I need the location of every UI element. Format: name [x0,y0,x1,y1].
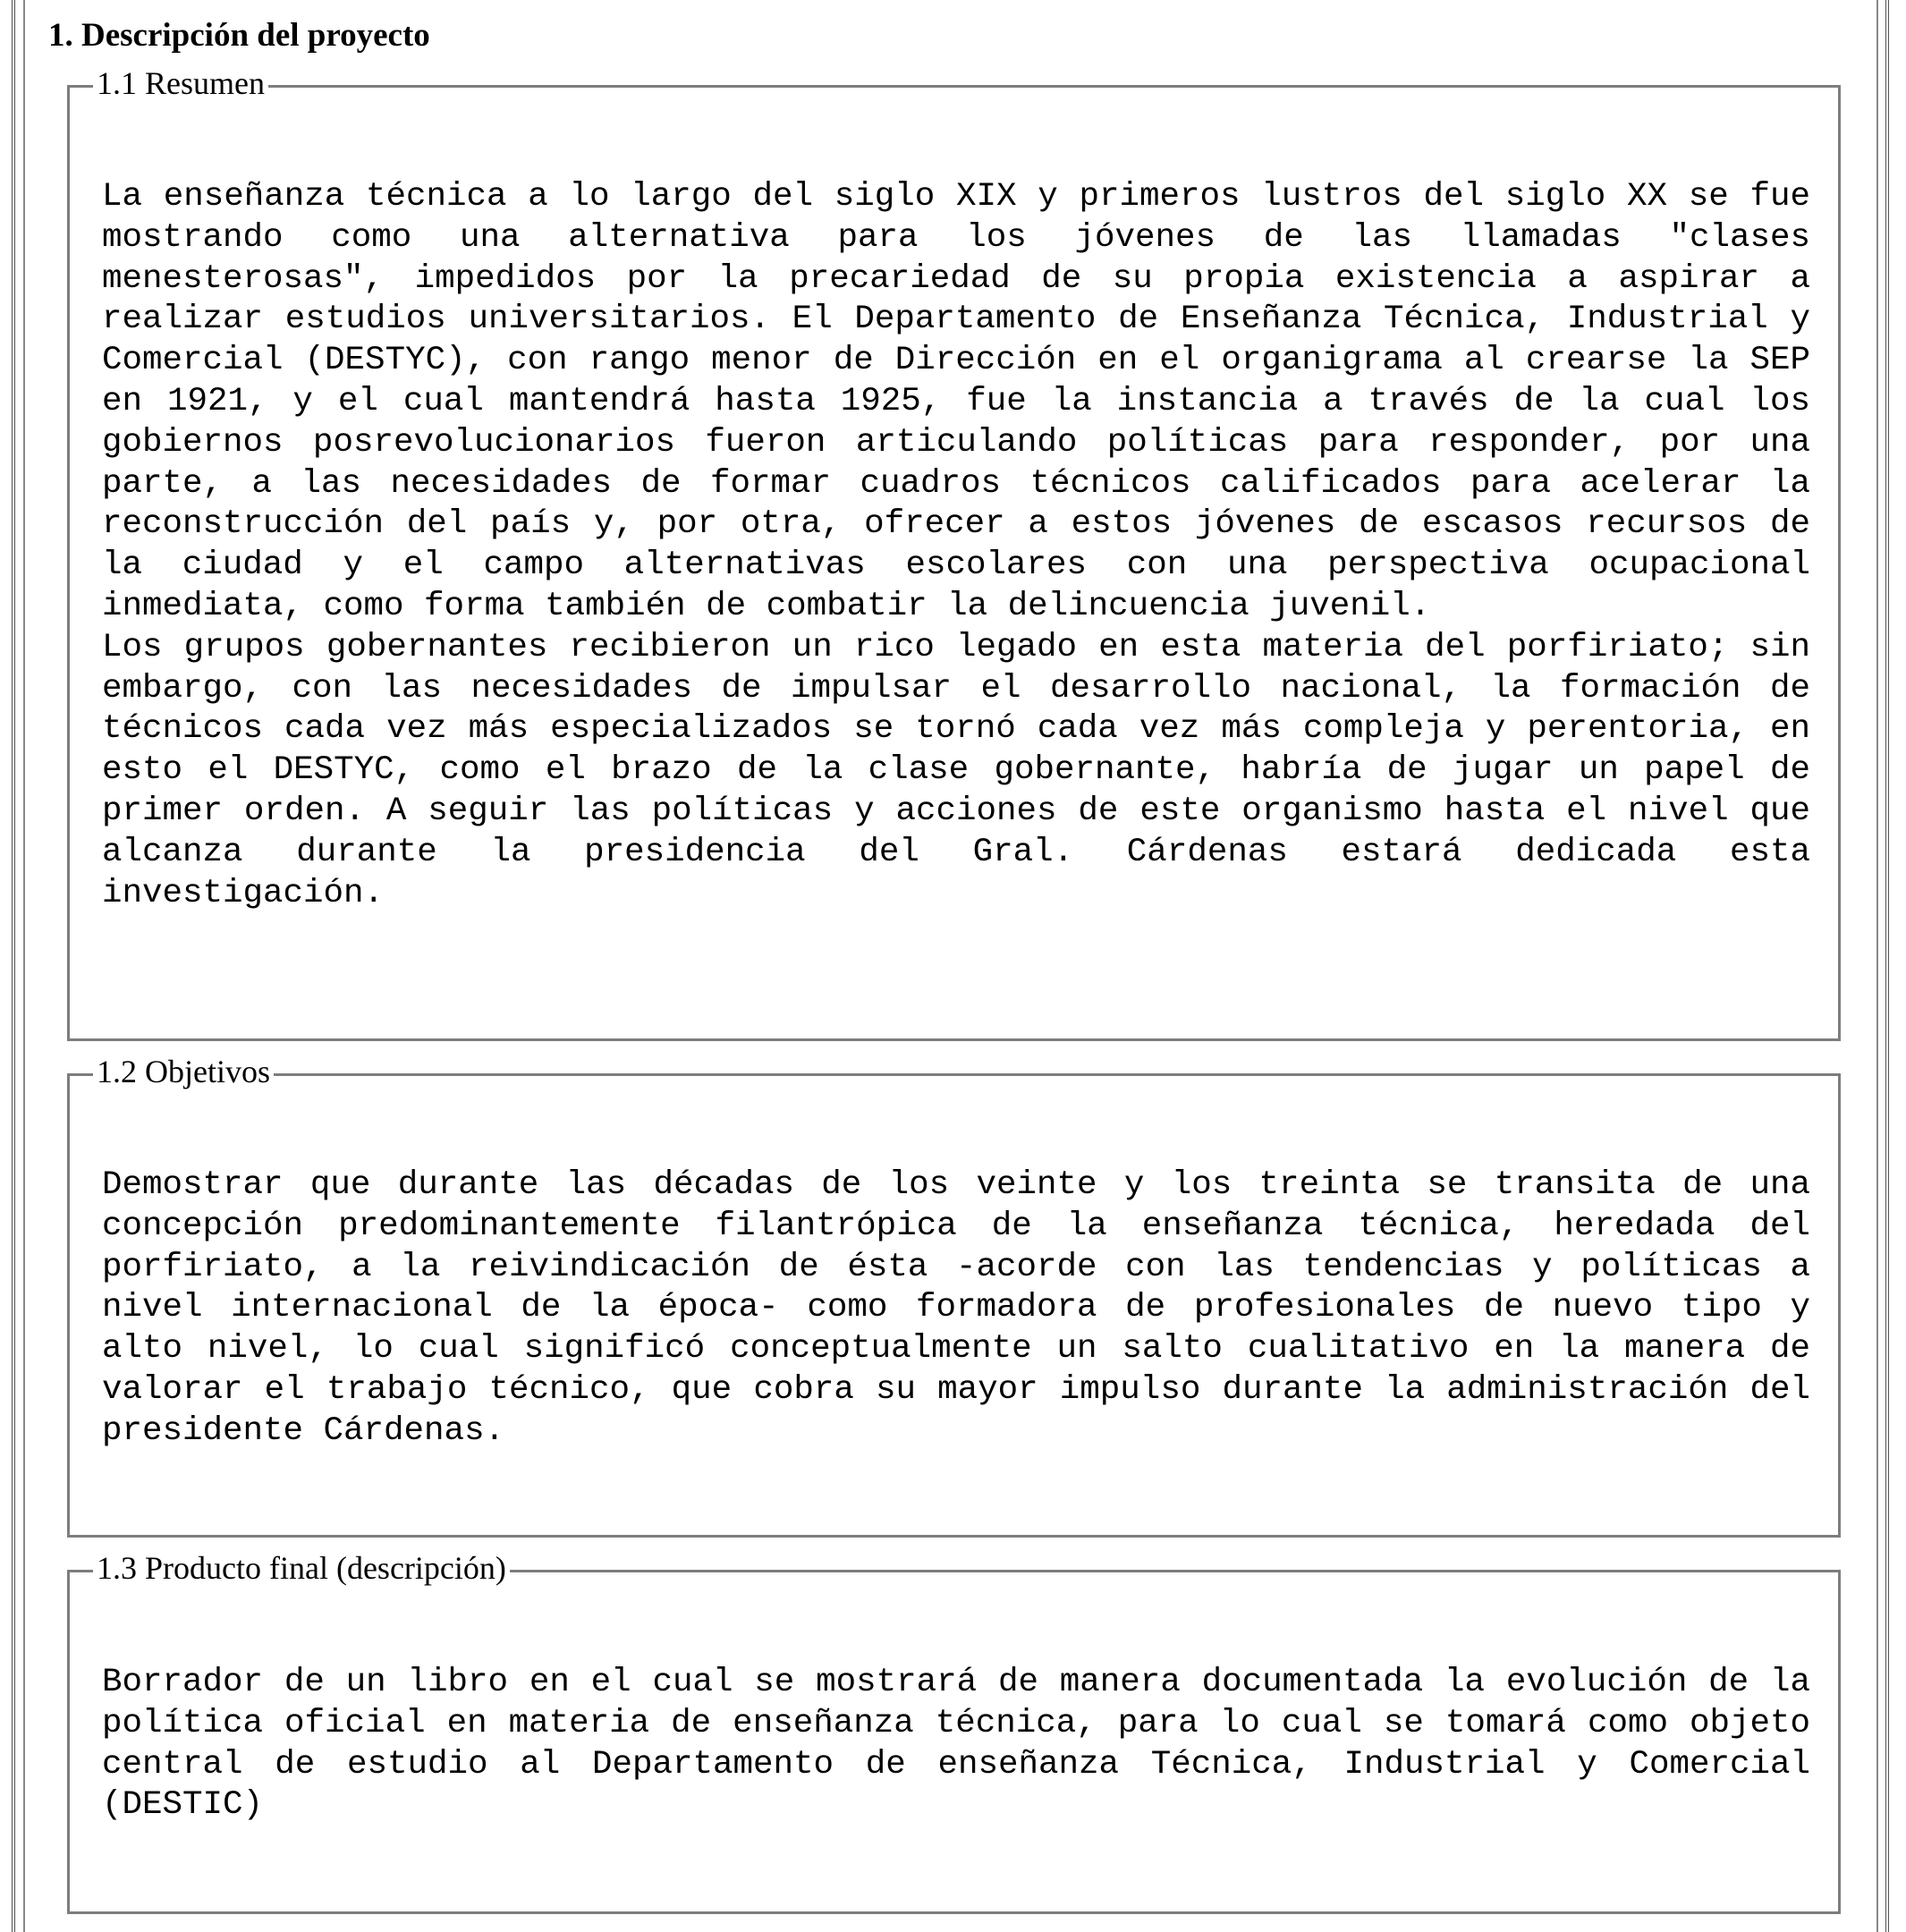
objetivos-paragraph: Demostrar que durante las décadas de los veinte y los treinta se transita de una concepción predominantemente filantrópica de la enseñanza técnica, heredada del porfiriato, a la reivindicación de ésta -acorde con las tendencias y políticas a nivel internacional de la época- como formadora de profesionales de nuevo tipo y alto nivel, lo cual significó conceptualmente un salto cualitativo en la manera de valorar el trabajo técnico, que cobra su mayor impulso durante la administración del presidente Cárdenas. [102,1166,1810,1450]
producto-paragraph: Borrador de un libro en el cual se mostrará de manera documentada la evolución de la política oficial en materia de enseñanza técnica, para lo cual se tomará como objeto central de estudio al Departamento de enseñanza Técnica, Industrial y Comercial (DESTIC) [102,1664,1810,1825]
producto-text [102,1663,1810,1826]
objetivos-legend: 1.2 Objetivos [93,1049,274,1094]
resumen-paragraph: Los grupos gobernantes recibieron un rico legado en esta materia del porfiriato; sin embargo, con las necesidades de impulsar el desarrollo nacional, la formación de técnicos cada vez más especializados se tornó cada vez más compleja y perentoria, en esto el DESTYC, como el brazo de la clase gobernante, habría de jugar un papel de primer orden. A seguir las políticas y acciones de este organismo hasta el nivel que alcanza durante la presidencia del Gral. Cárdenas estará dedicada esta investigación. [102,628,1810,912]
producto-legend: 1.3 Producto final (descripción) [93,1546,510,1590]
resumen-text [102,177,1810,914]
resumen-legend: 1.1 Resumen [93,61,268,106]
objetivos-text [102,1165,1810,1453]
resumen-paragraph: La enseñanza técnica a lo largo del siglo XIX y primeros lustros del siglo XX se fue mostrando como una alternativa para los jóvenes de las llamadas "clases menesterosas", impedidos por la precariedad de su propia existencia a aspirar a realizar estudios universitarios. El Departamento de Enseñanza Técnica, Industrial y Comercial (DESTYC), con rango menor de Dirección en el organigrama al crearse la SEP en 1921, y el cual mantendrá hasta 1925, fue la instancia a través de la cual los gobiernos posrevolucionarios fueron articulando políticas para responder, por una parte, a las necesidades de formar cuadros técnicos calificados para acelerar la reconstrucción del país y, por otra, ofrecer a estos jóvenes de escasos recursos de la ciudad y el campo alternativas escolares con una perspectiva ocupacional inmediata, como forma también de combatir la delincuencia juvenil. [102,178,1810,625]
objetivos-fieldset [67,1054,1841,1538]
section-title: 1. Descripción del proyecto [48,17,430,54]
producto-fieldset [67,1550,1841,1914]
resumen-fieldset [67,65,1841,1041]
